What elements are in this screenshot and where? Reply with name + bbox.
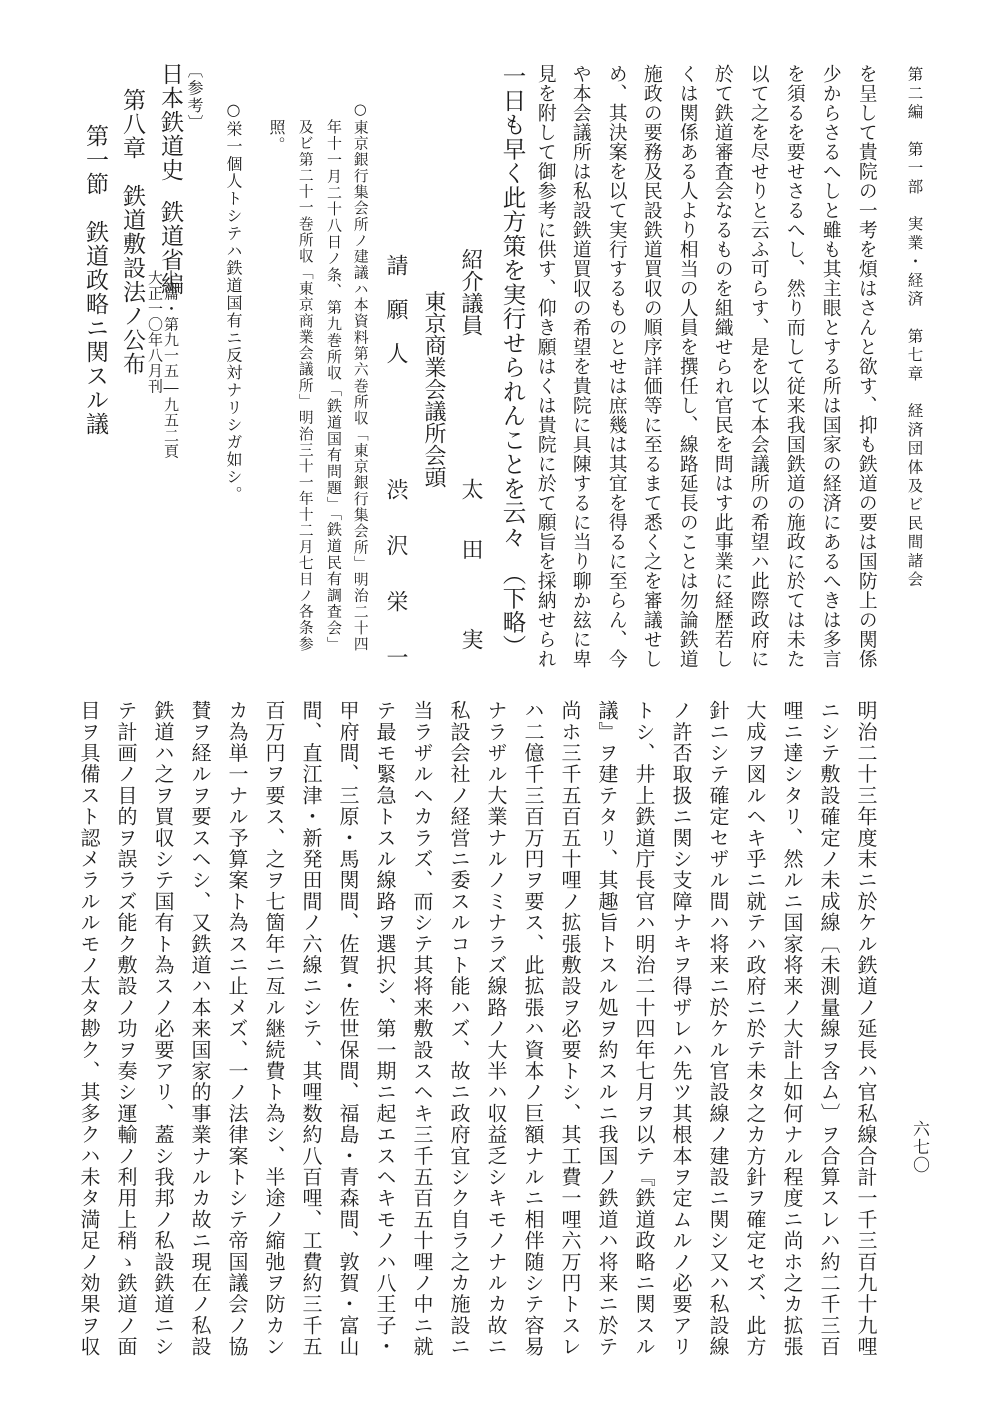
text-column: ナラザル大業ナルノミナラズ線路ノ大半ハ収益乏シキモノナルカ故ニ: [484, 700, 508, 1358]
reference-pages: 上篇・第九一五―九五二頁: [162, 270, 180, 459]
text-column: 鉄道ハ之ヲ買収シテ国有ト為スノ必要アリ、蓋シ我邦ノ私設鉄道ニシ: [151, 700, 175, 1358]
text-column: や本会議所は私設鉄道買収の希望を貴院に具陳するに当り聊か玆に卑: [569, 64, 591, 669]
text-column: トシ、井上鉄道庁長官ハ明治二十四年七月ヲ以テ『鉄道政略ニ関スル: [632, 700, 656, 1358]
note-line: 年十一月二十八日ノ条、第九巻所収「鉄道国有問題」「鉄道民有調査会」: [325, 119, 343, 653]
reference-editor: 鉄道省編: [157, 200, 183, 296]
text-column: 当ラザルヘカラズ、而シテ其将来敷設スヘキ三千五百五十哩ノ中ニ就: [410, 700, 434, 1358]
reference-book-title: 日本鉄道史: [157, 62, 183, 182]
text-column: 私設会社ノ経営ニ委スルコト能ハズ、故ニ政府宜シク自ラ之カ施設ニ: [447, 700, 471, 1358]
text-column: カ為単一ナル予算案ト為スニ止メズ、一ノ法律案トシテ帝国議会ノ協: [225, 700, 249, 1358]
text-column: テ計画ノ目的ヲ誤ラズ能ク敷設ノ功ヲ奏シ運輸ノ利用上稍ゝ鉄道ノ面: [114, 700, 138, 1358]
text-column: 一日も早く此方策を実行せられんことを云々 （下略）: [498, 64, 527, 659]
text-column: 尚ホ三千五百五十哩ノ拡張敷設ヲ必要トシ、其工費一哩六万円トスレ: [558, 700, 582, 1358]
petitioner-title: 東京商業会議所会頭: [421, 290, 446, 488]
text-column: 少からさるへしと雖も其主眼とする所は国家の経済にあるへきは多言: [819, 64, 841, 669]
text-column: 賛ヲ経ルヲ要スヘシ、又鉄道ハ本来国家的事業ナルカ故ニ現在ノ私設: [188, 700, 212, 1358]
text-column: 見を附して御参考に供す、仰き願はくは貴院に於て願旨を採納せられ: [534, 64, 556, 669]
page-number: 六七〇: [909, 1120, 929, 1174]
note-line: 及ビ第二十一巻所収「東京商業会議所」明治三十一年十二月七日ノ各条参: [296, 119, 314, 652]
text-column: ノ許否取扱ニ関シ支障ナキヲ得ザレハ先ツ其根本ヲ定ムルノ必要アリ: [669, 700, 693, 1358]
petitioner-name: 渋 沢 栄 一: [383, 478, 408, 674]
text-column: 施政の要務及民設鉄道買収の順序詳価等に至るまて悉く之を審議せし: [640, 64, 662, 669]
reference-section-title: 第一節 鉄道政略ニ関スル議: [82, 124, 108, 436]
text-column: 大成ヲ図ルヘキ乎ニ就テハ政府ニ於テ未タ之カ方針ヲ確定セズ、此方: [743, 700, 767, 1358]
text-column: 針ニシテ確定セザル間ハ将来ニ於ケル官設線ノ建設ニ関シ又ハ私設線: [706, 700, 730, 1358]
text-column: を呈して貴院の一考を煩はさんと欲す、抑も鉄道の要は国防上の関係: [855, 64, 877, 669]
text-column: め、其決案を以て実行するものとせは庶幾は其宜を得るに至らん、今: [605, 64, 627, 669]
text-column: 哩ニ達シタリ、然ルニ国家将来ノ大計上如何ナル程度ニ尚ホ之カ拡張: [780, 700, 804, 1358]
reference-chapter: 第八章 鉄道敷設法ノ公布: [119, 88, 145, 376]
text-column: 百万円ヲ要ス、之ヲ七箇年ニ亙ル継続費ト為シ、半途ノ縮弛ヲ防カン: [262, 700, 286, 1358]
reference-label: 〔参考〕: [185, 62, 204, 132]
text-column: くは関係ある人より相当の人員を撰任し、線路延長のことは勿論鉄道: [676, 64, 698, 669]
text-column: ハ二億千三百万円ヲ要ス、此拡張ハ資本ノ巨額ナルニ相伴随シテ容易: [521, 700, 545, 1358]
text-column: を須るを要せさるへし、然り而して従来我国鉄道の施政に於ては未た: [783, 64, 805, 669]
text-column: 議』ヲ建テタリ、其趣旨トスル処ヲ約スルニ我国ノ鉄道ハ将来ニ於テ: [595, 700, 619, 1358]
text-column: 目ヲ具備スト認メラルルモノ太タ尠ク、其多クハ未タ満足ノ効果ヲ収: [77, 700, 101, 1358]
note-line: 照。: [267, 119, 286, 154]
text-column: 於て鉄道審査会なるものを組織せられ官民を問はす此事業に経歴若し: [711, 64, 733, 669]
text-column: ニシテ敷設確定ノ未成線〔未測量線ヲ含ム〕ヲ合算スレハ約二千三百: [817, 700, 841, 1358]
running-header: 第二編 第一部 実業・経済 第七章 経済団体及ビ民間諸会: [905, 66, 924, 590]
text-column: 明治二十三年度末ニ於ケル鉄道ノ延長ハ官私線合計一千三百九十九哩: [854, 700, 878, 1358]
note-line: ○栄一個人トシテハ鉄道国有ニ反対ナリシガ如シ。: [224, 100, 243, 504]
text-column: 間、直江津・新発田間ノ六線ニシテ、其哩数約八百哩、工費約三千五: [299, 700, 323, 1358]
introducer-label: 紹介議員: [458, 248, 483, 336]
reference-published: 大正一〇年八月刊: [146, 270, 164, 394]
text-column: 甲府間、三原・馬関間、佐賀・佐世保間、福島・青森間、敦賀・富山: [336, 700, 360, 1358]
text-column: 以て之を尽せりと云ふ可らす、是を以て本会議所の希望ハ此際政府に: [747, 64, 769, 669]
text-column: テ最モ緊急トスル線路ヲ選択シ、第一期ニ起エスヘキモノハ八王子・: [373, 700, 397, 1358]
introducer-name: 太 田 実: [458, 478, 483, 658]
petitioner-label: 請 願 人: [383, 254, 408, 364]
note-line: ○東京銀行集会所ノ建議ハ本資料第六巻所収「東京銀行集会所」明治二十四: [351, 101, 369, 653]
